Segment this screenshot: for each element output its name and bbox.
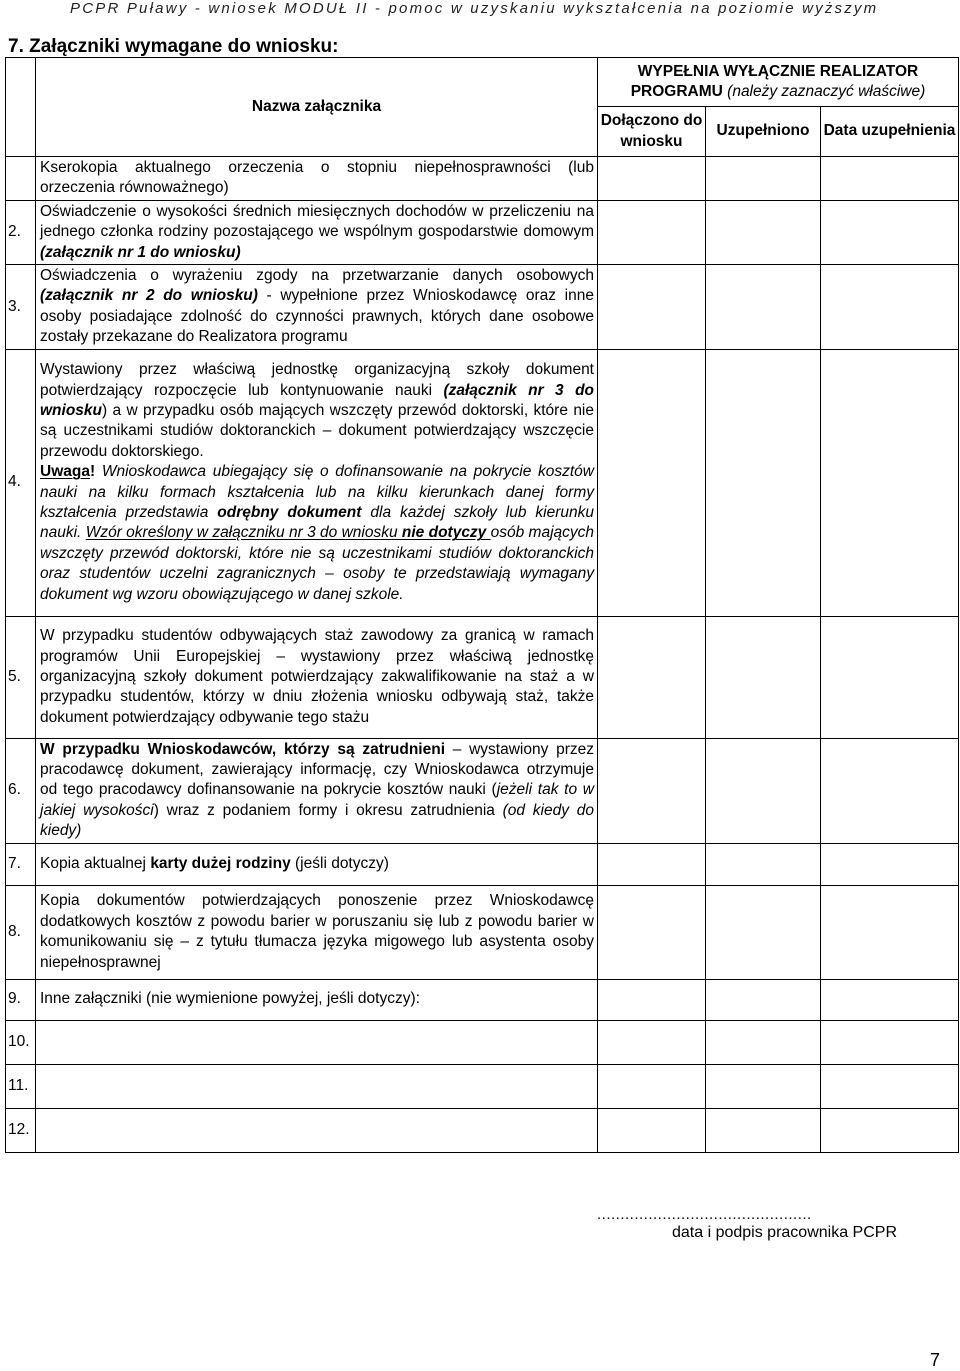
date-field[interactable]: [821, 157, 959, 201]
blank-attachment-field[interactable]: [36, 1108, 598, 1152]
supplemented-checkbox[interactable]: [706, 616, 821, 738]
table-row: 5. W przypadku studentów odbywających staż zawodowy za granicą w ramach programów Unii Europejskiej – wystawiony przez właściwą jednostkę organizacyjną szkoły dokument potwierdzający zakwalifikowanie na staż a w przypadku studentów, którzy w dniu złożenia wniosku odbywają staż, także dokument potwierdzający odbywanie tego stażu: [6, 616, 959, 738]
attached-checkbox[interactable]: [598, 349, 706, 616]
attached-checkbox[interactable]: [598, 265, 706, 350]
date-field[interactable]: [821, 200, 959, 264]
attached-checkbox[interactable]: [598, 200, 706, 264]
table-row: 11.: [6, 1064, 959, 1108]
col-date: Data uzupełnienia: [821, 107, 959, 157]
supplemented-checkbox[interactable]: [706, 843, 821, 885]
date-field[interactable]: [821, 349, 959, 616]
attached-checkbox[interactable]: [598, 843, 706, 885]
attached-checkbox[interactable]: [598, 885, 706, 979]
supplemented-checkbox[interactable]: [706, 738, 821, 843]
supplemented-checkbox[interactable]: [706, 200, 821, 264]
date-field[interactable]: [821, 1020, 959, 1064]
table-row: 8. Kopia dokumentów potwierdzających ponoszenie przez Wnioskodawcę dodatkowych kosztów z powodu barier w poruszaniu się lub z powodu barier w komunikowaniu się – z tytułu tłumacza języka migowego lub asystenta osoby niepełnosprawnej: [6, 885, 959, 979]
supplemented-checkbox[interactable]: [706, 349, 821, 616]
table-row: 9. Inne załączniki (nie wymienione powyżej, jeśli dotyczy):: [6, 979, 959, 1020]
col-supplemented: Uzupełniono: [706, 107, 821, 157]
date-field[interactable]: [821, 885, 959, 979]
date-field[interactable]: [821, 738, 959, 843]
date-field[interactable]: [821, 265, 959, 350]
blank-attachment-field[interactable]: [36, 1064, 598, 1108]
header-num-cell: [6, 58, 36, 157]
table-row: 3. Oświadczenia o wyrażeniu zgody na przetwarzanie danych osobowych (załącznik nr 2 do wniosku) - wypełnione przez Wnioskodawcę oraz inne osoby posiadające zdolność do czynności prawnych, których dane osobowe zostały przekazane do Realizatora programu: [6, 265, 959, 350]
attached-checkbox[interactable]: [598, 979, 706, 1020]
signature-line: ..............................................: [597, 1206, 812, 1223]
section-title: 7. Załączniki wymagane do wniosku:: [8, 36, 339, 57]
date-field[interactable]: [821, 979, 959, 1020]
page-header: PCPR Puławy - wniosek MODUŁ II - pomoc w uzyskaniu wykształcenia na poziomie wyższym: [70, 0, 879, 17]
page-number: 7: [930, 1350, 941, 1370]
attached-checkbox[interactable]: [598, 1108, 706, 1152]
signature-label: data i podpis pracownika PCPR: [672, 1224, 898, 1241]
date-field[interactable]: [821, 843, 959, 885]
supplemented-checkbox[interactable]: [706, 1064, 821, 1108]
attached-checkbox[interactable]: [598, 1064, 706, 1108]
date-field[interactable]: [821, 1108, 959, 1152]
attached-checkbox[interactable]: [598, 616, 706, 738]
date-field[interactable]: [821, 616, 959, 738]
table-row: 10.: [6, 1020, 959, 1064]
table-row: 2. Oświadczenie o wysokości średnich miesięcznych dochodów w przeliczeniu na jednego członka rodziny pozostającego we wspólnym gospodarstwie domowym (załącznik nr 1 do wniosku): [6, 200, 959, 264]
supplemented-checkbox[interactable]: [706, 265, 821, 350]
attached-checkbox[interactable]: [598, 1020, 706, 1064]
table-row: 7. Kopia aktualnej karty dużej rodziny (jeśli dotyczy): [6, 843, 959, 885]
supplemented-checkbox[interactable]: [706, 979, 821, 1020]
attachments-table: [5, 57, 959, 1153]
supplemented-checkbox[interactable]: [706, 1020, 821, 1064]
table-row: 6. W przypadku Wnioskodawców, którzy są zatrudnieni – wystawiony przez pracodawcę dokument, zawierający informację, czy Wnioskodawca otrzymuje od tego pracodawcy dofinansowanie na pokrycie kosztów nauki (jeżeli tak to w jakiej wysokości) wraz z podaniem formy i okresu zatrudnienia (od kiedy do kiedy): [6, 738, 959, 843]
supplemented-checkbox[interactable]: [706, 1108, 821, 1152]
supplemented-checkbox[interactable]: [706, 157, 821, 201]
attached-checkbox[interactable]: [598, 738, 706, 843]
realizator-header: WYPEŁNIA WYŁĄCZNIE REALIZATOR PROGRAMU (należy zaznaczyć właściwe): [598, 58, 959, 107]
col-attached: Dołączono do wniosku: [598, 107, 706, 157]
attached-checkbox[interactable]: [598, 157, 706, 201]
table-row: 12.: [6, 1108, 959, 1152]
date-field[interactable]: [821, 1064, 959, 1108]
table-row: 4. Wystawiony przez właściwą jednostkę organizacyjną szkoły dokument potwierdzający rozpoczęcie lub kontynuowanie nauki (załącznik nr 3 do wniosku) a w przypadku osób mających wszczęty przewód doktorski, które nie są uczestnikami studiów doktoranckich – dokument potwierdzający wszczęcie przewodu doktorskiego. Uwaga! Wnioskodawca ubiegający się o dofinansowanie na pokrycie kosztów nauki na kilku formach kształcenia lub na kilku kierunkach danej formy kształcenia przedstawia odrębny dokument dla każdej szkoły lub kierunku nauki. Wzór określony w załączniku nr 3 do wniosku nie dotyczy osób mających wszczęty przewód doktorski, które nie są uczestnikami studiów doktoranckich oraz studentów uczelni zagranicznych – osoby te przedstawiają wymagany dokument wg wzoru obowiązującego w danej szkole.: [6, 349, 959, 616]
table-row: Kserokopia aktualnego orzeczenia o stopniu niepełnosprawności (lub orzeczenia równoważnego): [6, 157, 959, 201]
header-name-cell: Nazwa załącznika: [36, 58, 598, 157]
blank-attachment-field[interactable]: [36, 1020, 598, 1064]
supplemented-checkbox[interactable]: [706, 885, 821, 979]
